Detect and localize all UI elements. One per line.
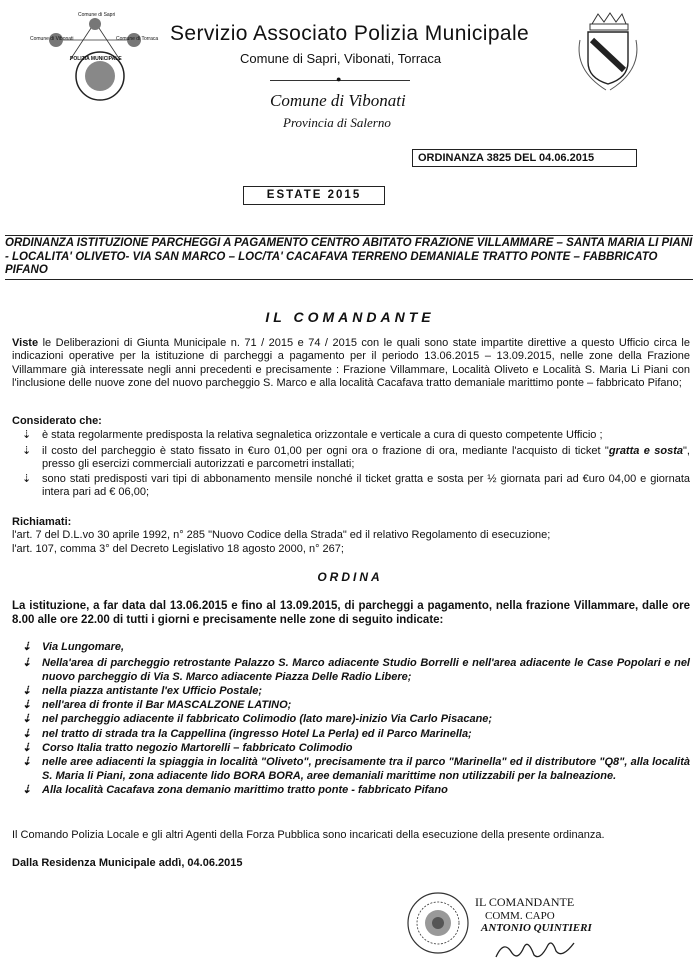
header-title: Servizio Associato Polizia Municipale xyxy=(170,22,530,45)
ordina-intro: La istituzione, a far data dal 13.06.2015 e fino al 13.09.2015, di parcheggi a pagamento, nella frazione Villammare, dalle ore 8.00 alle ore 22.00 di tutti i giorni e precisamente nelle zone di seguito indicate: xyxy=(12,600,690,626)
list-item: ⇣ è stata regolarmente predisposta la relativa segnaletica orizzontale e verticale a cura di questo competente Ufficio ; xyxy=(22,429,603,442)
list-item: ⇣ Nella'area di parcheggio retrostante Palazzo S. Marco adiacente Studio Borrelli e nell'area adiacente le Case Popolari e nel nuovo parcheggio di Via S. Marco adiacente Piazza Delle Radio Libere; xyxy=(22,657,690,683)
list-item: ⇣ Via Lungomare, xyxy=(22,641,125,653)
zones-list xyxy=(12,641,690,797)
logo-right-text: Comune di Torraca xyxy=(116,36,159,42)
bullet-arrow-icon: ⇣ xyxy=(22,713,32,726)
coat-of-arms-icon xyxy=(570,10,645,92)
logo-ring-text: POLIZIA MUNICIPALE xyxy=(70,56,122,62)
list-item: ⇣ nelle aree adiacenti la spiaggia in località "Oliveto", precisamente tra il parco "Marinella" ed il distributore "Q8", alla località S. Maria li Piani, zona adiacente lido BORA BORA, aree demaniali marittime non utilizzabili per la balneazione. xyxy=(22,756,690,782)
bullet-arrow-icon: ⇣ xyxy=(22,657,32,670)
handwritten-signature xyxy=(490,935,580,965)
list-item: ⇣ sono stati predisposti vari tipi di abbonamento mensile nonché il ticket gratta e sosta per ½ giornata pari ad €uro 04,00 e giornata intera pari ad € 06,00; xyxy=(22,473,690,499)
viste-text: le Deliberazioni di Giunta Municipale n. 71 / 2015 e 74 / 2015 con le quali sono state impartite direttive a questo Ufficio circa le indicazioni operative per la istituzione di parcheggi a pagamento per il periodo 13.06.2015 – 13.09.2015, nelle zone della Frazione Villammare già interessate negli anni precedenti e precisamente : Frazione Villammare, Località Oliveto e Località S. Maria Li Piani con l'inclusione delle nuove zone del nuovo parcheggio S. Marco e alla località Cacafava tratto demaniale marittimo ponte – fabbricato Pifano; xyxy=(12,337,690,389)
bullet-arrow-icon: ⇣ xyxy=(22,742,32,755)
preamble xyxy=(12,337,690,390)
comune-name: Comune di Vibonati xyxy=(270,91,406,110)
list-item: ⇣ nel parcheggio adiacente il fabbricato Colimodio (lato mare)-inizio Via Carlo Pisacane; xyxy=(22,713,493,726)
list-item: ⇣ il costo del parcheggio è stato fissato in €uro 01,00 per ogni ora o frazione di ora, mediante l'acquisto di ticket "gratta e sosta", presso gli esercizi commerciali autorizzati e parcometri installati; xyxy=(22,444,690,470)
ordinanza-subject: ORDINANZA ISTITUZIONE PARCHEGGI A PAGAMENTO CENTRO ABITATO FRAZIONE VILLAMMARE – SANTA MARIA LI PIANI - LOCALITA' OLIVETO- VIA SAN MARCO – LOC/TA' CACAFAVA TERRENO DEMANIALE TRATTO PONTE – FABBRICATO PIFANO xyxy=(5,235,693,280)
header-divider-dot: ● xyxy=(336,74,342,84)
bullet-arrow-icon: ⇣ xyxy=(22,756,32,769)
richiamati-title: Richiamati: xyxy=(12,516,72,528)
bullet-arrow-icon: ⇣ xyxy=(22,699,32,712)
estate-label: ESTATE 2015 xyxy=(243,186,385,205)
list-item: ⇣ Corso Italia tratto negozio Martorelli – fabbricato Colimodio xyxy=(22,742,353,755)
dalla-residenza: Dalla Residenza Municipale addì, 04.06.2015 xyxy=(12,857,243,869)
heading-comandante: IL COMANDANTE xyxy=(265,309,435,325)
richiamati-section xyxy=(12,516,690,556)
heading-ordina: ORDINA xyxy=(317,570,383,584)
ordinanza-reference: ORDINANZA 3825 DEL 04.06.2015 xyxy=(412,149,637,167)
polizia-logo xyxy=(30,10,160,105)
signature-block xyxy=(475,895,592,934)
bullet-arrow-icon: ⇣ xyxy=(22,641,32,653)
signature-title: IL COMANDANTE xyxy=(475,895,575,909)
signature-name: ANTONIO QUINTIERI xyxy=(481,922,592,934)
list-item: ⇣ nell'area di fronte il Bar MASCALZONE LATINO; xyxy=(22,699,292,712)
bullet-arrow-icon: ⇣ xyxy=(22,473,32,486)
signature-rank: COMM. CAPO xyxy=(485,910,555,922)
logo-top-text: Comune di Sapri xyxy=(78,12,116,18)
richiamati-line: l'art. 107, comma 3° del Decreto Legislativo 18 agosto 2000, n° 267; xyxy=(12,542,344,555)
list-item: ⇣ Alla località Cacafava zona demanio marittimo tratto ponte - fabbricato Pifano xyxy=(22,783,448,796)
considerato-section xyxy=(12,415,690,500)
provincia-name: Provincia di Salerno xyxy=(283,115,391,130)
list-item: ⇣ nel tratto di strada tra la Cappellina (ingresso Hotel La Perla) ed il Parco Marinella; xyxy=(22,727,472,740)
closing-text: Il Comando Polizia Locale e gli altri Agenti della Forza Pubblica sono incaricati della esecuzione della presente ordinanza. xyxy=(12,829,605,841)
viste-lead: Viste xyxy=(12,337,39,349)
bullet-arrow-icon: ⇣ xyxy=(22,444,32,457)
header-subtitle: Comune di Sapri, Vibonati, Torraca xyxy=(240,51,442,66)
considerato-title: Considerato che: xyxy=(12,415,102,427)
logo-left-text: Comune di Vibonati xyxy=(30,36,74,42)
richiamati-line: l'art. 7 del D.L.vo 30 aprile 1992, n° 285 "Nuovo Codice della Strada" ed il relativo Regolamento di esecuzione; xyxy=(12,529,551,542)
bullet-arrow-icon: ⇣ xyxy=(22,783,32,796)
official-stamp xyxy=(405,890,471,956)
list-item: ⇣ nella piazza antistante l'ex Ufficio Postale; xyxy=(22,684,263,697)
bullet-arrow-icon: ⇣ xyxy=(22,727,32,740)
bullet-arrow-icon: ⇣ xyxy=(22,429,32,442)
bullet-arrow-icon: ⇣ xyxy=(22,684,32,697)
